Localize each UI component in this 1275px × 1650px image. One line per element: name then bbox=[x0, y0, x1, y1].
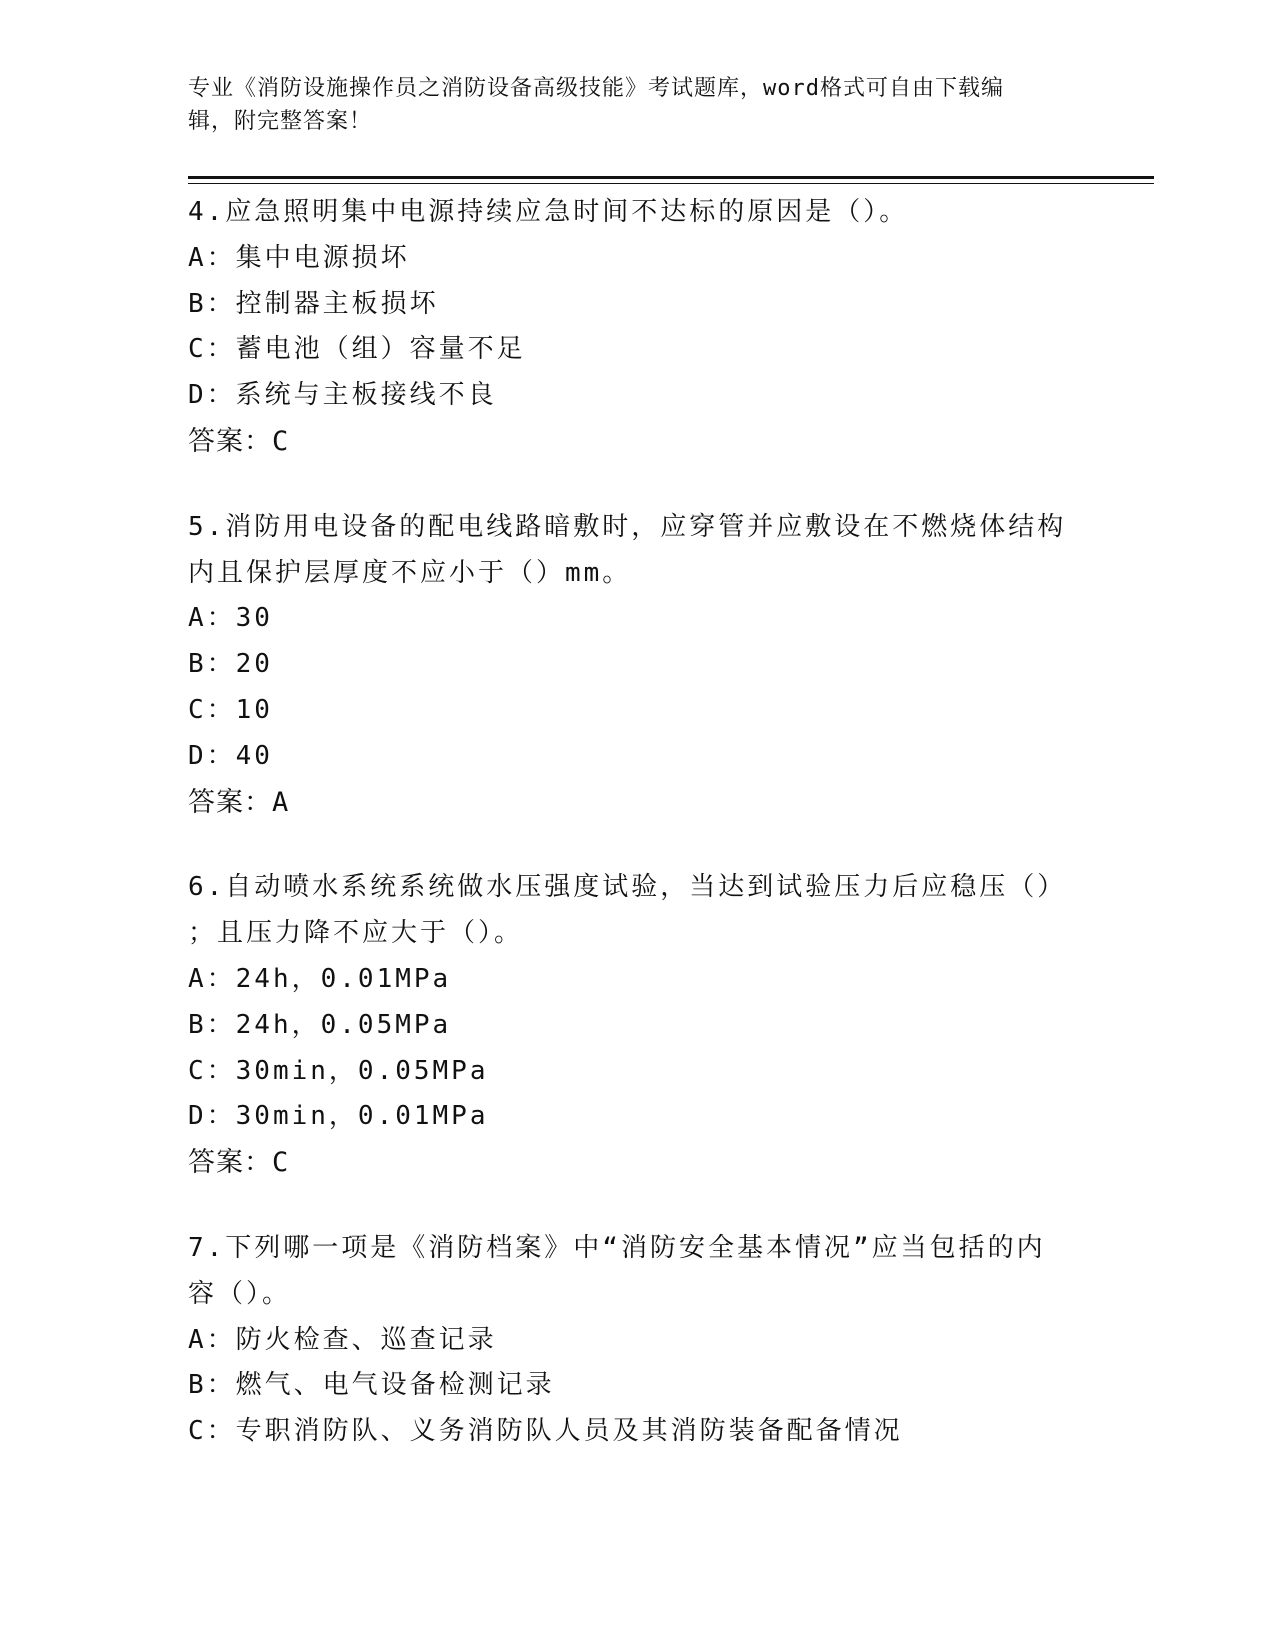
option-b: B：20 bbox=[188, 649, 273, 680]
option-a: A：集中电源损坏 bbox=[188, 242, 410, 273]
header-line-2: 辑，附完整答案！ bbox=[188, 109, 373, 134]
option-b: B：燃气、电气设备检测记录 bbox=[188, 1370, 555, 1401]
option-a: A：30 bbox=[188, 603, 273, 634]
option-c: C：专职消防队、义务消防队人员及其消防装备配备情况 bbox=[188, 1416, 903, 1447]
document-header bbox=[188, 72, 1068, 138]
question-text-continued: ；且压力降不应大于（）。 bbox=[188, 918, 524, 949]
question-text: 4.应急照明集中电源持续应急时间不达标的原因是（）。 bbox=[188, 197, 909, 227]
question-6 bbox=[188, 865, 1088, 1186]
option-b: B：24h，0.05MPa bbox=[188, 1009, 452, 1040]
answer-text: 答案：C bbox=[188, 425, 290, 457]
option-c: C：10 bbox=[188, 694, 273, 725]
option-c: C：30min，0.05MPa bbox=[188, 1055, 489, 1086]
header-line-1: 专业《消防设施操作员之消防设备高级技能》考试题库，word格式可自由下载编 bbox=[188, 76, 1004, 101]
question-4 bbox=[188, 190, 1088, 465]
question-text: 7.下列哪一项是《消防档案》中“消防安全基本情况”应当包括的内 bbox=[188, 1232, 1046, 1263]
question-text: 6.自动喷水系统系统做水压强度试验，当达到试验压力后应稳压（） bbox=[188, 872, 1067, 903]
answer-text: 答案：C bbox=[188, 1147, 290, 1179]
option-d: D：系统与主板接线不良 bbox=[188, 380, 497, 411]
option-b: B：控制器主板损坏 bbox=[188, 288, 439, 319]
option-d: D：40 bbox=[188, 740, 273, 771]
header-divider-thick bbox=[188, 176, 1154, 179]
question-text-continued: 内且保护层厚度不应小于（）mm。 bbox=[188, 557, 632, 588]
option-d: D：30min，0.01MPa bbox=[188, 1101, 489, 1132]
question-text-continued: 容（）。 bbox=[188, 1278, 292, 1309]
question-5 bbox=[188, 505, 1088, 826]
option-a: A：防火检查、巡查记录 bbox=[188, 1324, 497, 1355]
option-a: A：24h，0.01MPa bbox=[188, 963, 452, 994]
option-c: C：蓄电池（组）容量不足 bbox=[188, 334, 526, 365]
question-text: 5.消防用电设备的配电线路暗敷时，应穿管并应敷设在不燃烧体结构 bbox=[188, 511, 1067, 542]
question-list bbox=[188, 190, 1088, 1495]
answer-text: 答案：A bbox=[188, 786, 290, 818]
header-divider-thin bbox=[188, 183, 1154, 184]
question-7 bbox=[188, 1226, 1088, 1455]
